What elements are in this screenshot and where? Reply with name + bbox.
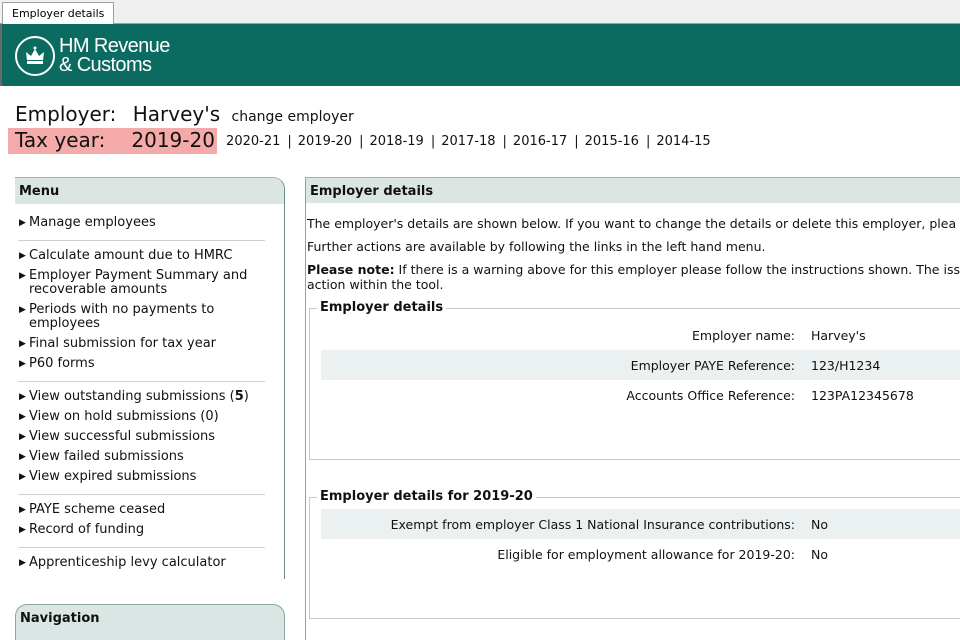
employer-name-value: Harvey's [811,328,866,343]
year-link[interactable]: 2016-17 [512,134,568,149]
menu-item-final-submission[interactable] [19,337,259,351]
menu-item-label: Employer Payment Summary and recoverable amounts [29,268,248,297]
employer-name: Harvey's [132,102,221,126]
detail-row [321,509,960,539]
menu-item-no-payments[interactable] [19,303,259,331]
employment-allowance-value: No [811,547,828,562]
menu-item-manage-employees[interactable] [19,216,259,230]
menu-divider [18,494,265,495]
menu-item-label: Final submission for tax year [29,336,217,351]
menu-item-calculate-amount[interactable] [19,249,259,263]
menu-item-label: Manage employees [29,215,156,230]
triangle-right-icon: ▶ [19,218,26,228]
menu-item-outstanding[interactable] [19,390,259,404]
menu-divider [18,240,265,241]
triangle-right-icon: ▶ [19,339,26,349]
triangle-right-icon: ▶ [19,558,26,568]
tax-year-label: Tax year: [15,128,106,152]
menu-item-p60-forms[interactable] [19,357,259,371]
menu-item-on-hold[interactable] [19,410,259,424]
tab-employer-details[interactable]: Employer details [2,2,114,25]
menu-item-label: View successful submissions [29,429,216,444]
hmrc-logo-text [59,37,170,75]
outstanding-count: 5 [234,389,244,404]
further-actions-text: Further actions are available by following the links in the left hand menu. [307,239,766,254]
please-note [307,262,960,277]
year-link[interactable]: 2015-16 [584,134,639,149]
tax-year-header [8,128,711,154]
employer-name-label: Employer name: [692,328,795,343]
navigation-title: Navigation [20,611,100,626]
detail-row [321,380,960,410]
year-link[interactable]: 2017-18 [441,134,496,149]
menu-item-label: View on hold submissions (0) [29,409,219,424]
year-details-legend: Employer details for 2019-20 [317,489,536,504]
triangle-right-icon: ▶ [19,359,26,369]
triangle-right-icon: ▶ [19,251,26,261]
change-employer-link[interactable]: change employer [231,109,354,125]
detail-row [321,320,960,350]
intro-text: The employer's details are shown below. If you want to change the details or delete this employer, plea [307,216,957,231]
triangle-right-icon: ▶ [19,472,26,482]
separator: | [645,134,651,149]
menu-item-expired[interactable] [19,470,259,484]
menu-item-scheme-ceased[interactable] [19,503,259,517]
separator: | [502,134,507,149]
triangle-right-icon: ▶ [19,412,26,422]
main-content [305,177,960,640]
outstanding-close: ) [243,389,249,404]
navigation-panel [15,604,285,640]
menu-item-label: PAYE scheme ceased [29,502,166,517]
menu-item-label: Apprenticeship levy calculator [29,555,226,570]
menu-divider [18,547,265,548]
ni-exempt-label: Exempt from employer Class 1 National Insurance contributions: [390,517,795,532]
year-details-fieldset [309,489,960,619]
triangle-right-icon: ▶ [19,432,26,442]
separator: | [430,134,436,149]
menu-item-label: Periods with no payments to employees [29,302,215,331]
menu-title: Menu [15,178,284,204]
separator: | [359,134,364,149]
note-text: If there is a warning above for this employer please follow the instructions shown. The iss [394,262,960,277]
tax-year-value: 2019-20 [131,128,215,152]
menu-item-label: View expired submissions [29,469,197,484]
year-link[interactable]: 2018-19 [369,134,424,149]
triangle-right-icon: ▶ [19,505,26,515]
menu-item-label: P60 forms [29,356,95,371]
main-title: Employer details [306,178,960,203]
tab-strip [0,0,960,24]
ni-exempt-value: No [811,517,828,532]
note-label: Please note: [307,262,395,277]
menu-item-successful[interactable] [19,430,259,444]
menu-divider [18,381,265,382]
crown-crest-icon [15,36,55,76]
paye-reference-value: 123/H1234 [811,358,881,373]
brand-line-1: HM Revenue [59,35,170,57]
employment-allowance-label: Eligible for employment allowance for 2019-20: [497,547,795,562]
note-text-continued: action within the tool. [307,277,444,292]
menu-item-record-funding[interactable] [19,523,259,537]
accounts-office-reference-value: 123PA12345678 [811,388,914,403]
menu-item-label: Record of funding [29,522,145,537]
menu-item-label: View outstanding submissions ( [29,389,235,404]
menu-item-levy-calculator[interactable] [19,556,259,570]
employer-details-legend: Employer details [317,300,446,315]
detail-row [321,350,960,380]
separator: | [287,134,292,149]
employer-header [15,102,354,126]
year-link[interactable]: 2014-15 [656,134,711,149]
menu-item-label: Calculate amount due to HMRC [29,248,233,263]
separator: | [574,134,579,149]
detail-row [321,539,960,569]
paye-reference-label: Employer PAYE Reference: [630,358,795,373]
current-tax-year [8,128,217,154]
triangle-right-icon: ▶ [19,271,26,281]
menu-panel [15,177,285,579]
tax-year-links [226,134,711,149]
menu-item-failed[interactable] [19,450,259,464]
triangle-right-icon: ▶ [19,392,26,402]
employer-label: Employer: [15,102,117,126]
accounts-office-reference-label: Accounts Office Reference: [626,388,795,403]
menu-item-label: View failed submissions [29,449,184,464]
triangle-right-icon: ▶ [19,305,26,315]
triangle-right-icon: ▶ [19,452,26,462]
year-link[interactable]: 2020-21 [226,134,281,149]
menu-item-eps[interactable] [19,269,259,297]
year-link[interactable]: 2019-20 [297,134,353,149]
hmrc-banner [0,24,960,86]
triangle-right-icon: ▶ [19,525,26,535]
brand-line-2: & Customs [59,54,152,76]
employer-details-fieldset [309,300,960,460]
